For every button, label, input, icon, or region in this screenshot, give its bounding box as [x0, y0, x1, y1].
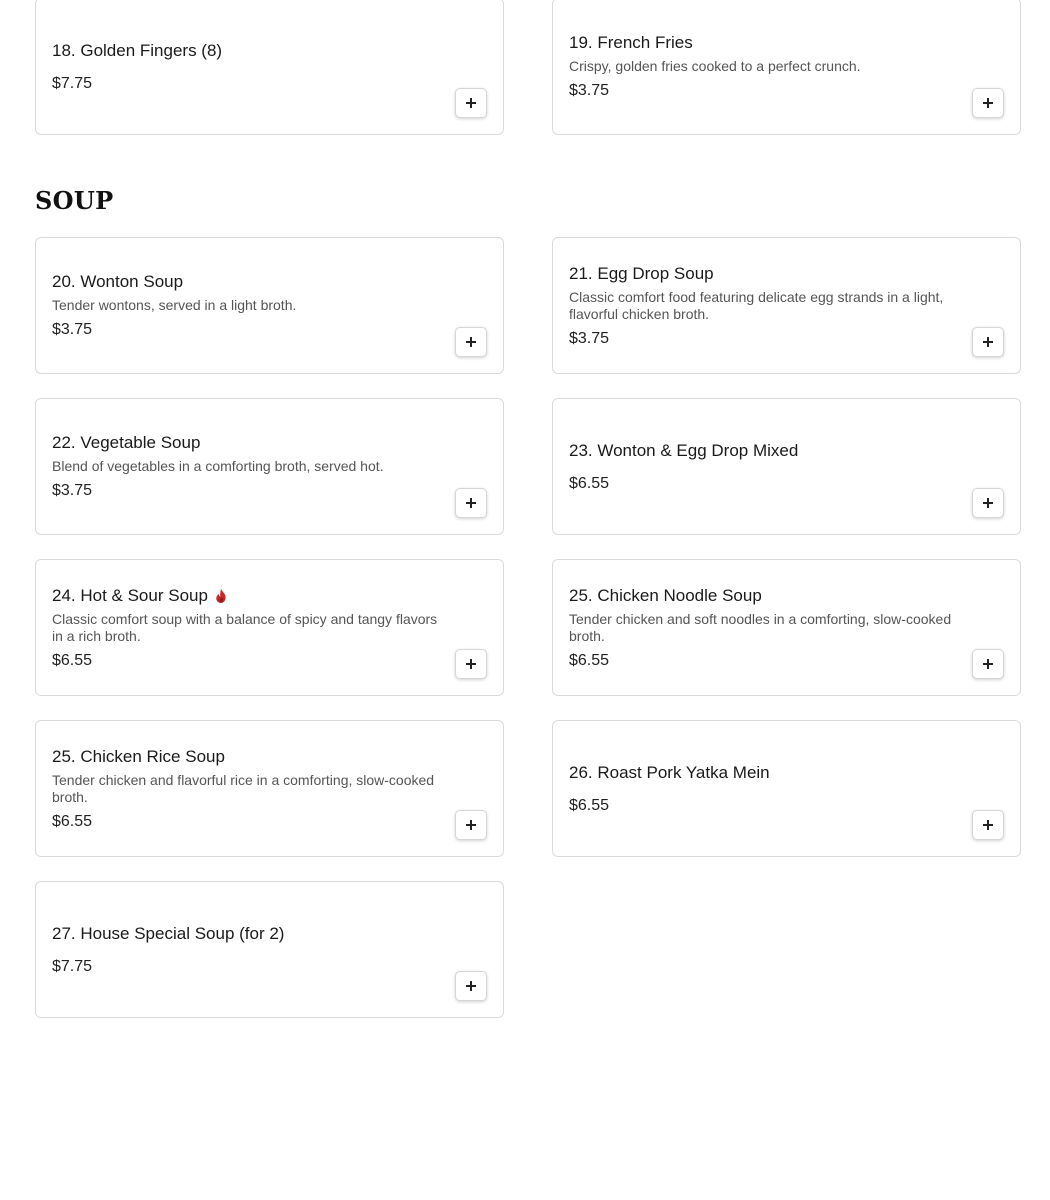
- menu-item-name: 27. House Special Soup (for 2): [52, 923, 285, 943]
- add-to-cart-button[interactable]: [455, 810, 487, 840]
- menu-item-title: [52, 40, 443, 62]
- menu-item-content: [569, 399, 960, 534]
- menu-item-content: [569, 721, 960, 856]
- plus-icon: [983, 337, 993, 347]
- menu-item-price: $6.55: [569, 651, 610, 669]
- menu-item-description: Crispy, golden fries cooked to a perfect crunch.: [569, 58, 861, 74]
- menu-item-title: [569, 440, 960, 462]
- add-to-cart-button[interactable]: [972, 88, 1004, 118]
- plus-icon: [466, 659, 476, 669]
- menu-item-card[interactable]: [552, 559, 1021, 696]
- menu-item-content: [569, 560, 960, 695]
- menu-item-card[interactable]: [552, 398, 1021, 535]
- menu-item-card[interactable]: [35, 398, 504, 535]
- menu-item-title: [569, 762, 960, 784]
- menu-item-content: [569, 238, 960, 373]
- menu-item-title: [569, 585, 960, 607]
- plus-icon: [983, 498, 993, 508]
- menu-item-price: $7.75: [52, 957, 93, 975]
- menu-item-description: Classic comfort food featuring delicate egg strands in a light, flavorful chicken broth.: [569, 288, 944, 322]
- menu-item-card[interactable]: [35, 237, 504, 374]
- plus-icon: [983, 820, 993, 830]
- soup-items-grid: [35, 237, 1021, 1018]
- menu-item-card[interactable]: [35, 559, 504, 696]
- menu-item-content: [52, 0, 443, 134]
- menu-item-description: Classic comfort soup with a balance of spicy and tangy flavors in a rich broth.: [52, 610, 438, 644]
- menu-item-card[interactable]: [552, 720, 1021, 857]
- menu-item-description: Tender chicken and soft noodles in a comforting, slow-cooked broth.: [569, 610, 952, 644]
- add-to-cart-button[interactable]: [972, 327, 1004, 357]
- menu-item-title: [52, 923, 443, 945]
- plus-icon: [983, 98, 993, 108]
- menu-item-content: [52, 238, 443, 373]
- plus-icon: [466, 820, 476, 830]
- menu-item-price: $7.75: [52, 74, 93, 92]
- add-to-cart-button[interactable]: [972, 810, 1004, 840]
- menu-item-title: [52, 746, 443, 768]
- add-to-cart-button[interactable]: [455, 488, 487, 518]
- menu-item-name: 20. Wonton Soup: [52, 272, 184, 291]
- menu-item-content: [52, 399, 443, 534]
- add-to-cart-button[interactable]: [972, 488, 1004, 518]
- menu-item-title: [569, 263, 960, 285]
- menu-item-price: $3.75: [52, 482, 93, 499]
- menu-item-price: $6.55: [569, 796, 610, 814]
- menu-item-price: $6.55: [52, 651, 93, 669]
- menu-item-name: 25. Chicken Rice Soup: [52, 746, 225, 766]
- top-items-grid: [35, 0, 1021, 135]
- menu-item-title: [52, 585, 443, 607]
- plus-icon: [983, 659, 993, 669]
- menu-item-description: Tender wontons, served in a light broth.: [52, 297, 297, 313]
- menu-item-name: 26. Roast Pork Yatka Mein: [569, 762, 770, 782]
- menu-item-name: 25. Chicken Noodle Soup: [569, 585, 762, 605]
- plus-icon: [466, 981, 476, 991]
- menu-item-price: $6.55: [569, 474, 610, 492]
- menu-item-card[interactable]: [35, 881, 504, 1018]
- menu-item-price: $6.55: [52, 812, 93, 830]
- menu-item-description: Tender chicken and flavorful rice in a comforting, slow-cooked broth.: [52, 771, 435, 805]
- plus-icon: [466, 98, 476, 108]
- menu-item-name: 18. Golden Fingers (8): [52, 40, 223, 60]
- add-to-cart-button[interactable]: [972, 649, 1004, 679]
- menu-item-card[interactable]: [35, 720, 504, 857]
- menu-item-title: [52, 432, 443, 454]
- menu-item-name: 23. Wonton & Egg Drop Mixed: [569, 440, 799, 460]
- plus-icon: [466, 337, 476, 347]
- menu-item-card[interactable]: [552, 237, 1021, 374]
- menu-item-content: [569, 0, 960, 134]
- section-title-soup: SOUP: [35, 186, 114, 215]
- flame-icon: [214, 588, 228, 604]
- menu-item-name: 19. French Fries: [569, 33, 693, 52]
- menu-item-name: 24. Hot & Sour Soup: [52, 585, 208, 605]
- menu-item-price: $3.75: [569, 82, 610, 99]
- menu-item-name: 21. Egg Drop Soup: [569, 263, 714, 283]
- menu-item-content: [52, 560, 443, 695]
- menu-item-name: 22. Vegetable Soup: [52, 433, 201, 452]
- add-to-cart-button[interactable]: [455, 971, 487, 1001]
- menu-item-description: Blend of vegetables in a comforting broth, served hot.: [52, 458, 384, 474]
- menu-item-content: [52, 882, 443, 1017]
- add-to-cart-button[interactable]: [455, 649, 487, 679]
- add-to-cart-button[interactable]: [455, 88, 487, 118]
- menu-item-title: [569, 32, 960, 54]
- menu-item-content: [52, 721, 443, 856]
- plus-icon: [466, 498, 476, 508]
- menu-item-price: $3.75: [52, 321, 93, 338]
- menu-item-price: $3.75: [569, 329, 610, 347]
- menu-item-card[interactable]: [552, 0, 1021, 135]
- menu-item-card[interactable]: [35, 0, 504, 135]
- add-to-cart-button[interactable]: [455, 327, 487, 357]
- menu-item-title: [52, 271, 443, 293]
